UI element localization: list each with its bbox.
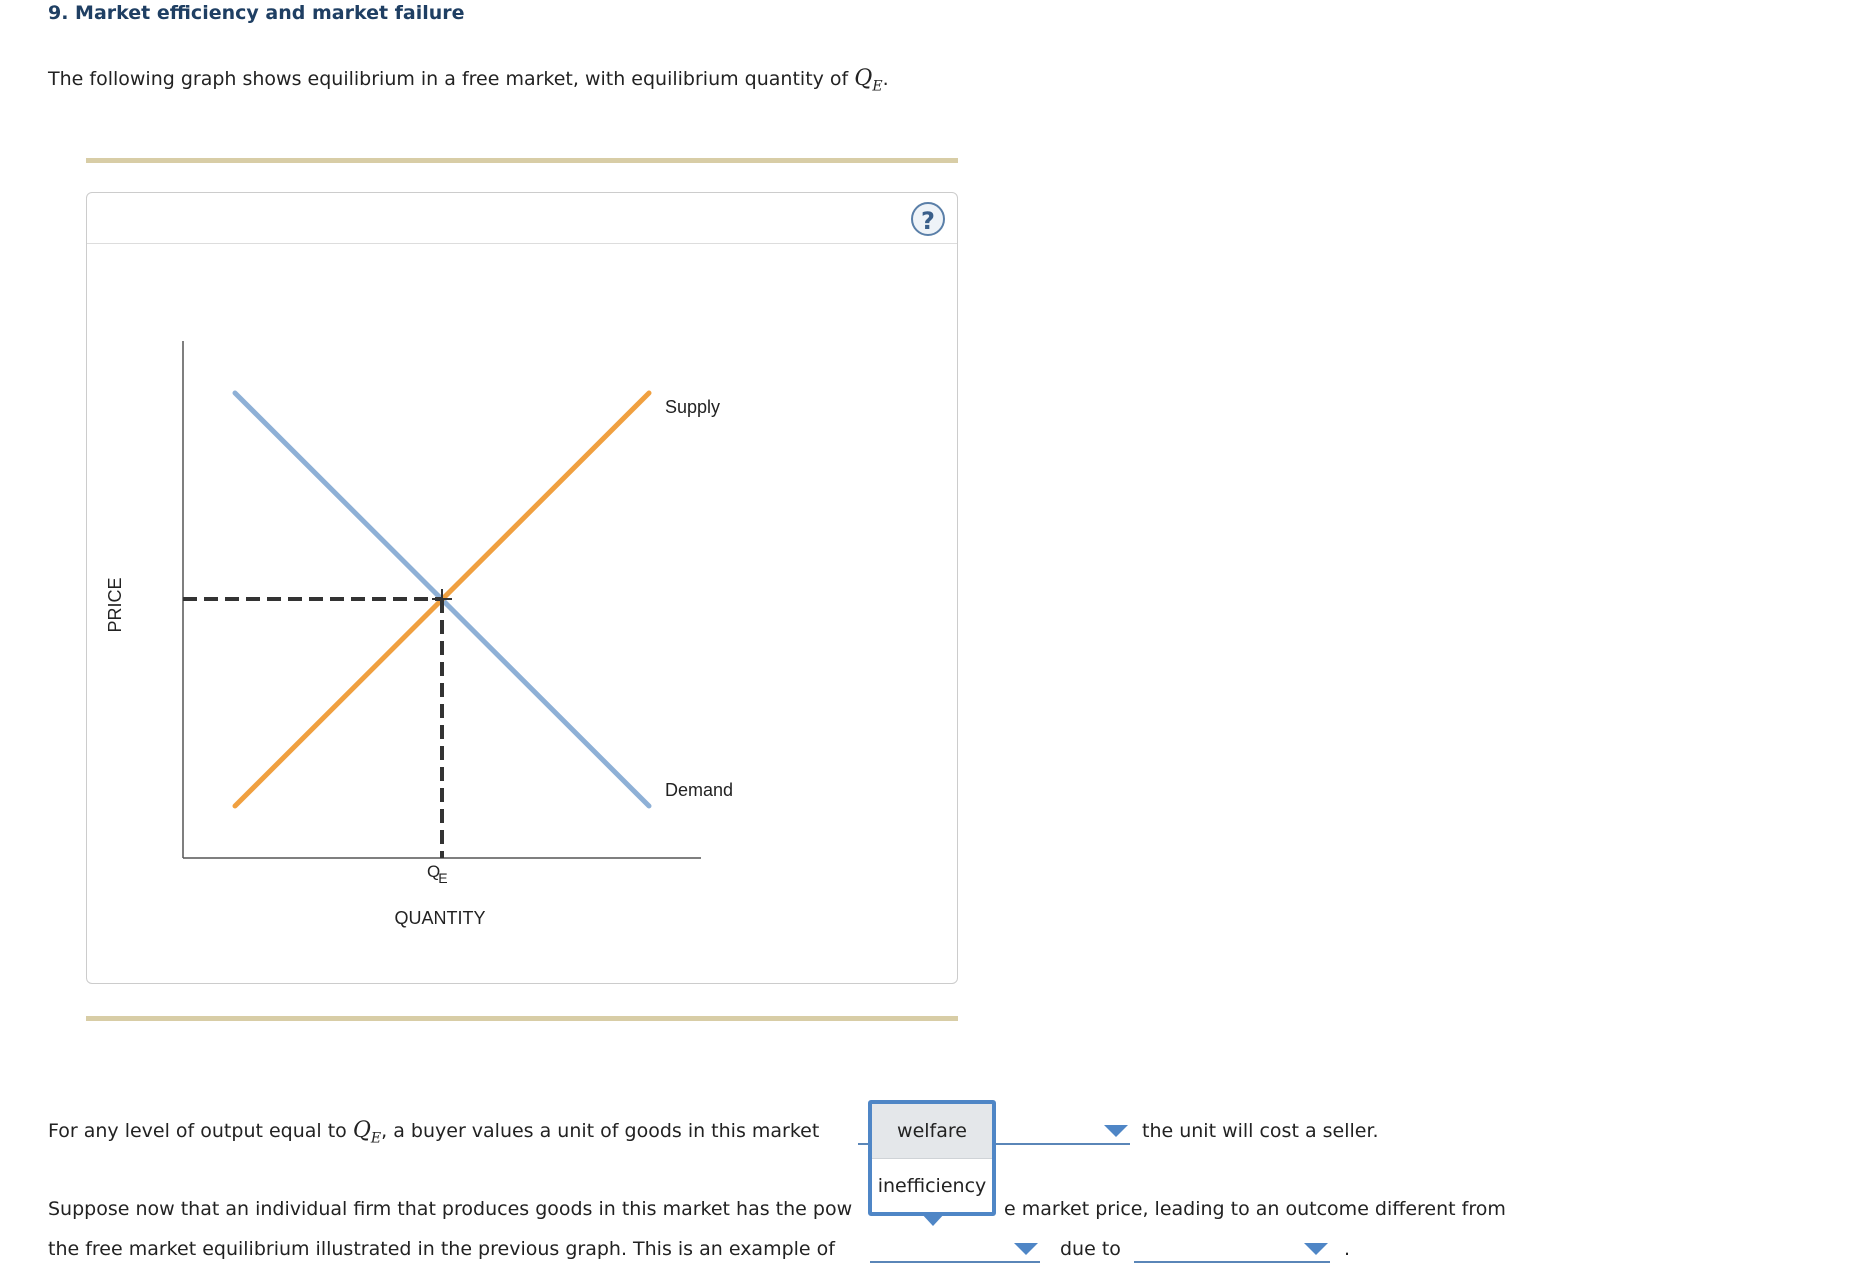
sentence2-due-to: due to <box>1060 1238 1121 1260</box>
supply-label: Supply <box>665 397 721 417</box>
sentence1-math-qe: $Q_E$ <box>352 1118 382 1147</box>
supply-demand-graph <box>87 193 957 983</box>
dropdown-option-inefficiency[interactable]: inefficiency <box>877 1175 987 1197</box>
intro-period: . <box>882 68 889 90</box>
demand-label: Demand <box>665 780 734 800</box>
y-axis-label: PRICE <box>105 577 125 633</box>
dropdown-option-welfare[interactable]: welfare <box>872 1104 992 1159</box>
market-outcome-dropdown[interactable] <box>870 1235 1040 1263</box>
help-icon[interactable]: ? <box>911 202 945 236</box>
sentence1-text: For any level of output equal to $Q_E$, a buyer values a unit of goods in this market <box>48 1118 820 1147</box>
graph-bottom-rule <box>86 1016 958 1021</box>
sentence2-line1-right: e market price, leading to an outcome different from <box>1004 1198 1506 1220</box>
dropdown-pointer <box>920 1212 946 1226</box>
sentence2-line2-before: the free market equilibrium illustrated in the previous graph. This is an example of <box>48 1238 835 1260</box>
graph-panel <box>86 192 958 984</box>
chevron-down-icon <box>1014 1243 1038 1255</box>
cause-dropdown[interactable] <box>1134 1235 1330 1263</box>
intro-text: The following graph shows equilibrium in a free market, with equilibrium quantity of <box>48 68 849 90</box>
sentence1-end: the unit will cost a seller. <box>1142 1120 1379 1142</box>
intro-math-qe: $Q_E$ <box>854 66 883 95</box>
intro-paragraph <box>48 66 889 99</box>
x-axis-label: QUANTITY <box>394 908 486 928</box>
qe-tick-label: QE <box>427 862 448 886</box>
question-title: 9. Market efficiency and market failure <box>48 2 465 24</box>
sentence2-period: . <box>1344 1238 1351 1260</box>
graph-top-rule <box>86 158 958 163</box>
dropdown-menu <box>868 1100 996 1216</box>
chevron-down-icon <box>1104 1125 1128 1137</box>
chevron-down-icon <box>1304 1243 1328 1255</box>
sentence2-line1-left: Suppose now that an individual firm that produces goods in this market has the pow <box>48 1198 853 1220</box>
